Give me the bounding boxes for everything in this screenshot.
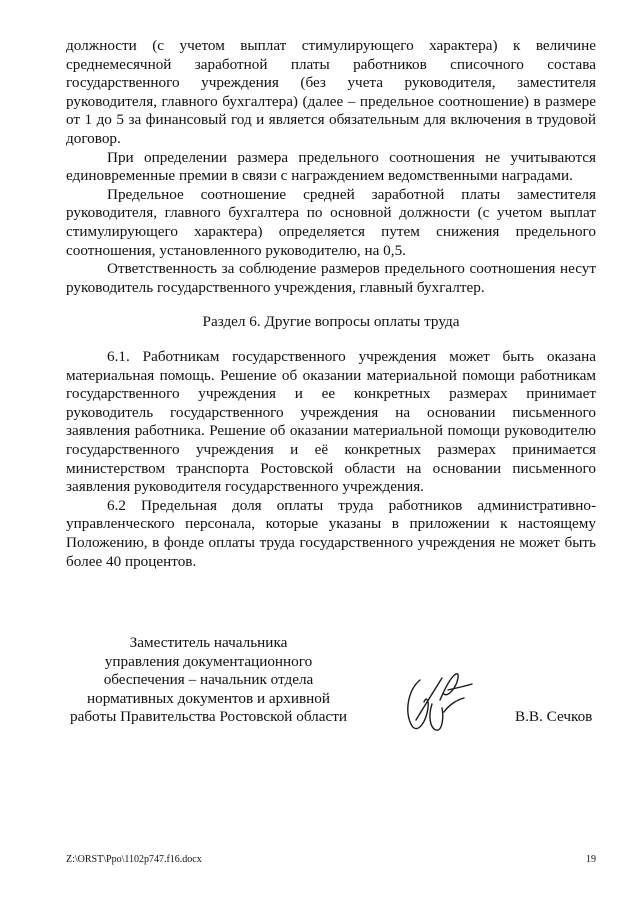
paragraph-bonus-exclusion: При определении размера предельного соотношения не учитываются единовременные премии в связи с награждением ведомственными наградами.: [66, 148, 596, 185]
signer-title-line: нормативных документов и архивной: [87, 689, 330, 707]
paragraph-deputy-ratio: Предельное соотношение средней заработной платы заместителя руководителя, главного бухгалтера по основной должности (с учетом выплат стимулирующего характера) определяется путем снижения предельного соотношения, установленного руководителю, на 0,5.: [66, 185, 596, 259]
signer-name: В.В. Сечков: [515, 708, 593, 725]
paragraph-6-1: 6.1. Работникам государственного учреждения может быть оказана материальная помощь. Решение об оказании материальной помощи работникам государственного учреждения и ее конкретных размерах принимает руководитель государственного учреждения на основании письменного заявления работника. Решение об оказании материальной помощи руководителю государственного учреждения и её конкретных размерах принимается министерством транспорта Ростовской области на основании письменного заявления руководителя государственного учреждения.: [66, 348, 596, 496]
signer-title-line: работы Правительства Ростовской области: [70, 708, 347, 726]
signer-title-line: управления документационного: [104, 652, 313, 670]
body-text-top: [66, 37, 596, 297]
signer-title-line: обеспечения – начальник отдела: [103, 671, 314, 689]
signer-title-block: [66, 634, 351, 727]
signer-title-line: Заместитель начальника: [129, 634, 288, 651]
footer-file-path: Z:\ORST\Ppo\1102p747.f16.docx: [66, 854, 202, 865]
body-text-bottom: [66, 348, 596, 571]
handwritten-signature: [398, 660, 478, 740]
section-heading: Раздел 6. Другие вопросы оплаты труда: [202, 313, 460, 330]
paragraph-responsibility: Ответственность за соблюдение размеров предельного соотношения несут руководитель государственного учреждения, главный бухгалтер.: [66, 260, 596, 296]
paragraph-ratio-definition: должности (с учетом выплат стимулирующего характера) к величине среднемесячной заработной платы работников списочного состава государственного учреждения (без учета руководителя, заместителя руководителя, главного бухгалтера) (далее – предельное соотношение) в размере от 1 до 5 за финансовый год и является обязательным для включения в трудовой договор.: [66, 37, 596, 147]
page-number: 19: [586, 854, 596, 865]
paragraph-6-2: 6.2 Предельная доля оплаты труда работников административно-управленческого персонала, которые указаны в приложении к настоящему Положению, в фонде оплаты труда государственного учреждения не может быть более 40 процентов.: [66, 496, 596, 570]
